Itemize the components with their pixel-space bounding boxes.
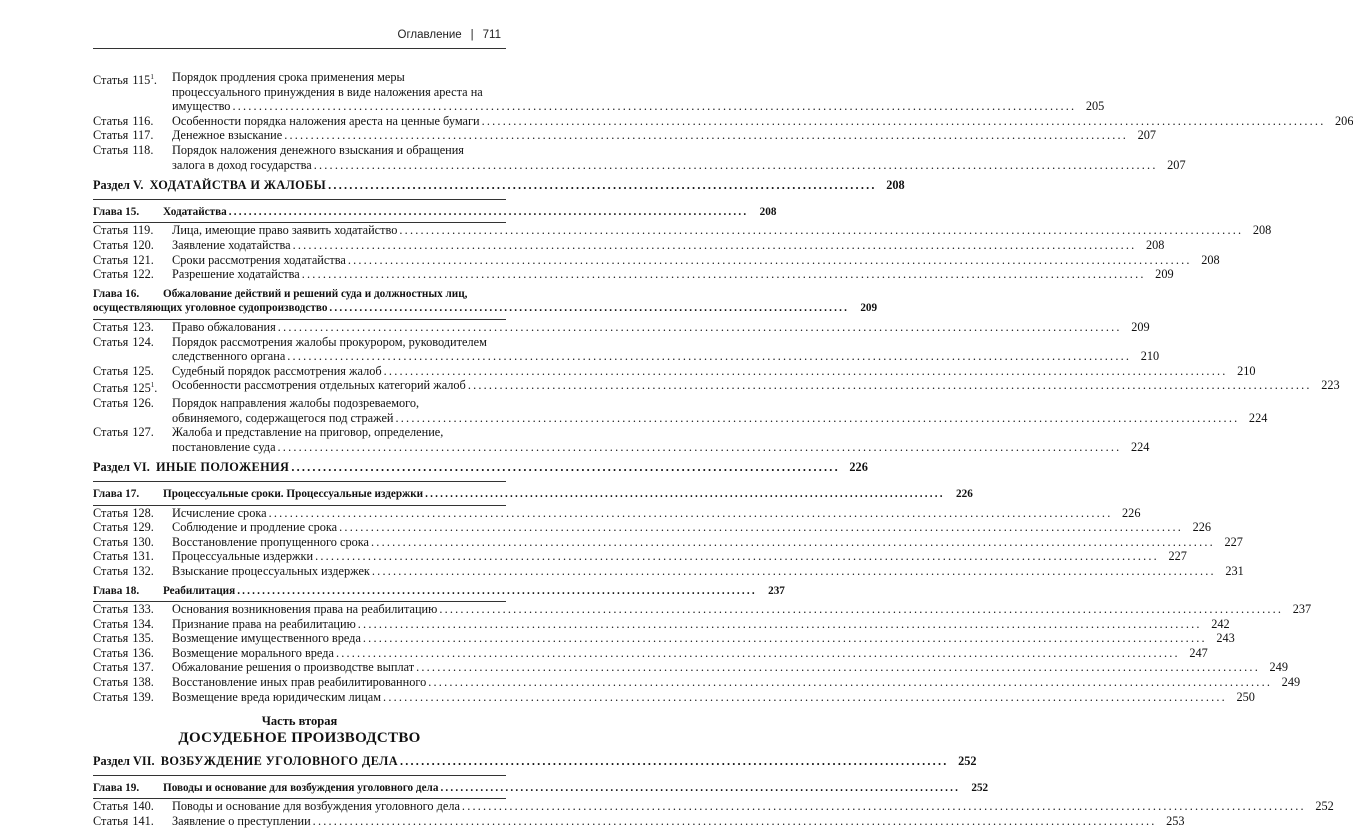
toc-entry: Статья 139. Возмещение вреда юридическим лицам ................................................................................................................................................................ 250 <box>93 689 1255 704</box>
toc-entry: Статья 125. Судебный порядок рассмотрения жалоб ................................................................................................................................................................ 210 <box>93 363 1256 378</box>
chapter-title-line2: осуществляющих уголовное судопроизводство <box>93 302 328 315</box>
toc-entry: Статья 116. Особенности порядка наложения ареста на ценные бумаги ................................................................................................................................................................ 206 <box>93 113 1353 128</box>
chapter-title: Процессуальные сроки. Процессуальные издержки <box>163 487 424 500</box>
article-number: Статья $125^1$. <box>93 381 158 396</box>
page-ref: 209 <box>860 302 878 315</box>
toc-entry: Статья 121. Сроки рассмотрения ходатайства ................................................................................................................................................................ 208 <box>93 252 1220 267</box>
article-title: залога в доход государства <box>172 157 312 172</box>
page-ref: 252 <box>971 781 989 794</box>
section-heading-5: Раздел V. ХОДАТАЙСТВА И ЖАЛОБЫ ........................................................................................................ 208 <box>93 178 506 200</box>
page-ref: 237 <box>768 584 785 597</box>
article-number: Статья 117. <box>93 128 154 143</box>
page-ref: 224 <box>1130 439 1150 454</box>
toc-entry: Статья 138. Восстановление иных прав реабилитированного ................................................................................................................................................................ 249 <box>93 675 1301 690</box>
toc-entry: Статья 124. Порядок рассмотрения жалобы прокурором, руководителем следственного органа ................................................................................................................................................................ 210 <box>93 334 1160 364</box>
article-title: имущество <box>172 99 231 114</box>
article-title: Процессуальные издержки <box>172 549 314 564</box>
article-number: Статья 129. <box>93 520 154 535</box>
chapter-title: Поводы и основание для возбуждения уголовного дела <box>163 781 439 794</box>
chapter-title: Ходатайства <box>163 205 227 218</box>
page-ref: 223 <box>1321 378 1340 393</box>
superscript: 1 <box>150 381 155 390</box>
superscript: 1 <box>150 73 154 81</box>
page-ref: 208 <box>1146 237 1165 252</box>
toc-entry: Статья 130. Восстановление пропущенного срока ................................................................................................................................................................ 227 <box>93 534 1243 549</box>
page-ref: 250 <box>1236 689 1255 704</box>
article-title: Обжалование решения о производстве выплат <box>172 660 415 675</box>
article-title: Восстановление иных прав реабилитированного <box>172 675 427 690</box>
article-title: Особенности рассмотрения отдельных категорий жалоб <box>172 378 466 393</box>
article-title: Взыскание процессуальных издержек <box>172 563 370 578</box>
chapter-heading-18: Глава 18. Реабилитация ........................................................................................................ 237 <box>93 584 506 603</box>
article-title: Порядок продления срока применения меры <box>172 70 405 84</box>
page-ref: 252 <box>958 754 977 769</box>
page-ref: 226 <box>956 487 973 500</box>
page-ref: 249 <box>1281 675 1301 690</box>
page-ref: 231 <box>1225 563 1244 578</box>
toc-entry: Статья 140. Поводы и основание для возбуждения уголовного дела ................................................................................................................................................................ 252 <box>93 799 1334 814</box>
chapter-heading-16: Глава 16. Обжалование действий и решений суда и должностных лиц, осуществляющих уголовное судопроизводство ........................................................................................................ 209 <box>93 287 506 320</box>
article-number: Статья 130. <box>93 534 154 549</box>
article-number: Статья 141. <box>93 814 154 829</box>
article-number: Статья 119. <box>93 223 154 238</box>
page-ref: 207 <box>1167 157 1186 172</box>
articles-section <box>93 505 1244 579</box>
article-title: Разрешение ходатайства <box>172 267 300 282</box>
page-ref: 227 <box>1224 534 1243 549</box>
article-number: Статья 120. <box>93 237 154 252</box>
toc-entry: Статья 117. Денежное взыскание ................................................................................................................................................................ 207 <box>93 128 1157 143</box>
article-number: Статья 134. <box>93 616 154 631</box>
article-number: Статья 116. <box>93 113 154 128</box>
page-ref: 209 <box>1131 319 1150 334</box>
article-title: Судебный порядок рассмотрения жалоб <box>172 363 382 378</box>
part-label: Часть вторая <box>261 714 338 729</box>
chapter-heading-19: Глава 19. Поводы и основание для возбуждения уголовного дела ........................................................................................................ 252 <box>93 781 506 800</box>
articles-section <box>93 70 1353 172</box>
toc-entry: Статья 122. Разрешение ходатайства ................................................................................................................................................................ 209 <box>93 267 1174 282</box>
page-number: 711 <box>482 29 501 41</box>
article-number: Статья 127. <box>93 425 154 440</box>
article-title: Порядок направления жалобы подозреваемого, <box>172 395 420 410</box>
articles-section <box>93 602 1312 704</box>
toc-entry: Статья 133. Основания возникновения права на реабилитацию ................................................................................................................................................................ 237 <box>93 602 1312 617</box>
article-title: постановление суда <box>172 439 276 454</box>
chapter-title: Реабилитация <box>163 584 236 597</box>
article-number: Статья 136. <box>93 645 154 660</box>
article-title: Жалоба и представление на приговор, определение, <box>172 425 444 440</box>
article-title: Признание права на реабилитацию <box>172 616 356 631</box>
page-ref: 249 <box>1269 660 1288 675</box>
article-title: Основания возникновения права на реабилитацию <box>172 602 438 617</box>
page-ref: 206 <box>1335 113 1353 128</box>
article-title: Заявление ходатайства <box>172 237 291 252</box>
article-number: Статья 135. <box>93 631 154 646</box>
toc-entry: Статья 118. Порядок наложения денежного взыскания и обращения залога в доход государства ................................................................................................................................................................ 207 <box>93 142 1186 172</box>
part-title: ДОСУДЕБНОЕ ПРОИЗВОДСТВО <box>178 730 421 747</box>
article-title: Восстановление пропущенного срока <box>172 534 370 549</box>
page-ref: 208 <box>1201 252 1220 267</box>
page-ref: 224 <box>1248 410 1268 425</box>
toc-entry: Статья 136. Возмещение морального вреда ................................................................................................................................................................ 247 <box>93 645 1208 660</box>
section-title: ХОДАТАЙСТВА И ЖАЛОБЫ <box>149 178 327 193</box>
page-ref: 226 <box>849 460 868 475</box>
page-ref: 209 <box>1155 267 1174 282</box>
toc-entry: Статья $125^1$. Особенности рассмотрения отдельных категорий жалоб ................................................................................................................................................................ 223 <box>93 378 1340 396</box>
article-number: Статья 123. <box>93 319 154 334</box>
article-number: Статья 128. <box>93 505 154 520</box>
section-title: ИНЫЕ ПОЛОЖЕНИЯ <box>155 460 290 475</box>
toc-entry: Статья 134. Признание права на реабилитацию ................................................................................................................................................................ 242 <box>93 616 1230 631</box>
article-title: Сроки рассмотрения ходатайства <box>172 252 346 267</box>
toc-entry: Статья 123. Право обжалования ................................................................................................................................................................ 209 <box>93 319 1150 334</box>
toc-entry: Статья 137. Обжалование решения о производстве выплат ................................................................................................................................................................ 249 <box>93 660 1288 675</box>
toc-entry: Статья 120. Заявление ходатайства ................................................................................................................................................................ 208 <box>93 237 1165 252</box>
article-number: Статья 125. <box>93 363 154 378</box>
page-ref: 208 <box>1252 223 1272 238</box>
toc-entry: Статья 129. Соблюдение и продление срока ................................................................................................................................................................ 226 <box>93 520 1212 535</box>
page-ref: 237 <box>1292 602 1312 617</box>
article-title: Порядок наложения денежного взыскания и обращения <box>172 142 464 157</box>
article-title: Возмещение морального вреда <box>172 645 334 660</box>
article-title: Возмещение имущественного вреда <box>172 631 361 646</box>
page-ref: 226 <box>1122 505 1141 520</box>
article-number: Статья 122. <box>93 267 154 282</box>
articles-section <box>93 223 1272 282</box>
article-title: следственного органа <box>172 349 286 364</box>
articles-section <box>93 799 1334 829</box>
page-ref: 227 <box>1168 549 1187 564</box>
article-title: Право обжалования <box>172 319 276 334</box>
page-ref: 208 <box>759 205 777 218</box>
chapter-heading-17: Глава 17. Процессуальные сроки. Процессуальные издержки ........................................................................................................ 226 <box>93 487 506 506</box>
page-ref: 205 <box>1085 99 1105 114</box>
page-ref: 253 <box>1166 814 1185 829</box>
page-ref: 242 <box>1211 616 1230 631</box>
article-number: Статья 131. <box>93 549 154 564</box>
section-heading-6: Раздел VI. ИНЫЕ ПОЛОЖЕНИЯ ........................................................................................................ 226 <box>93 460 506 482</box>
running-head-title: Оглавление <box>397 29 462 41</box>
page-ref: 210 <box>1237 363 1256 378</box>
article-title: Возмещение вреда юридическим лицам <box>172 689 382 704</box>
article-number: Статья 138. <box>93 675 154 690</box>
chapter-title-line1: Обжалование действий и решений суда и должностных лиц, <box>163 287 468 300</box>
article-number: Статья 126. <box>93 395 154 410</box>
table-of-contents <box>93 70 1353 829</box>
page-ref: 252 <box>1315 799 1334 814</box>
toc-entry: Статья 119. Лица, имеющие право заявить ходатайство ................................................................................................................................................................ 208 <box>93 223 1272 238</box>
article-number: Статья 118. <box>93 142 154 157</box>
article-number: Статья $115^1$. <box>93 73 157 88</box>
article-title: Соблюдение и продление срока <box>172 520 338 535</box>
article-number: Статья 140. <box>93 799 154 814</box>
toc-entry: Статья 127. Жалоба и представление на приговор, определение, постановление суда ................................................................................................................................................................ 224 <box>93 425 1150 454</box>
page-ref: 243 <box>1216 631 1235 646</box>
article-title: Заявление о преступлении <box>172 814 311 829</box>
articles-section <box>93 319 1340 454</box>
page-ref: 210 <box>1140 349 1160 364</box>
article-title: Поводы и основание для возбуждения уголовного дела <box>172 799 460 814</box>
article-number: Статья 121. <box>93 252 154 267</box>
article-title: Исчисление срока <box>172 505 267 520</box>
toc-entry: Статья $115^1$. Порядок продления срока применения меры процессуального принуждения в виде наложения ареста на имущество ................................................................................................................................................................ 205 <box>93 70 1105 114</box>
section-heading-7: Раздел VII. ВОЗБУЖДЕНИЕ УГОЛОВНОГО ДЕЛА ........................................................................................................ 252 <box>93 754 506 776</box>
page-ref: 208 <box>886 178 905 193</box>
running-head-separator: | <box>470 29 474 41</box>
section-title: ВОЗБУЖДЕНИЕ УГОЛОВНОГО ДЕЛА <box>160 754 398 769</box>
toc-entry: Статья 128. Исчисление срока ................................................................................................................................................................ 226 <box>93 505 1141 520</box>
article-number: Статья 139. <box>93 689 154 704</box>
article-title: Порядок рассмотрения жалобы прокурором, руководителем <box>172 334 487 349</box>
page-ref: 247 <box>1189 645 1208 660</box>
article-title: Лица, имеющие право заявить ходатайство <box>172 223 398 238</box>
toc-entry: Статья 135. Возмещение имущественного вреда ................................................................................................................................................................ 243 <box>93 631 1235 646</box>
toc-entry: Статья 126. Порядок направления жалобы подозреваемого, обвиняемого, содержащегося под стражей ................................................................................................................................................................ 224 <box>93 395 1268 425</box>
article-title: процессуального принуждения в виде наложения ареста на <box>172 84 483 99</box>
toc-entry: Статья 132. Взыскание процессуальных издержек ................................................................................................................................................................ 231 <box>93 563 1244 578</box>
article-title: Денежное взыскание <box>172 128 283 143</box>
article-number: Статья 133. <box>93 602 154 617</box>
chapter-heading-15: Глава 15. Ходатайства ........................................................................................................ 208 <box>93 205 506 224</box>
running-head <box>398 28 501 43</box>
article-number: Статья 124. <box>93 334 154 349</box>
article-number: Статья 132. <box>93 563 154 578</box>
toc-entry: Статья 141. Заявление о преступлении ................................................................................................................................................................ 253 <box>93 814 1185 829</box>
page-ref: 207 <box>1137 128 1157 143</box>
page-ref: 226 <box>1192 520 1212 535</box>
article-title: обвиняемого, содержащегося под стражей <box>172 410 394 425</box>
article-number: Статья 137. <box>93 660 154 675</box>
toc-entry: Статья 131. Процессуальные издержки ................................................................................................................................................................ 227 <box>93 549 1187 564</box>
article-title: Особенности порядка наложения ареста на ценные бумаги <box>172 113 480 128</box>
header-rule <box>93 48 506 49</box>
part-heading <box>93 714 506 748</box>
